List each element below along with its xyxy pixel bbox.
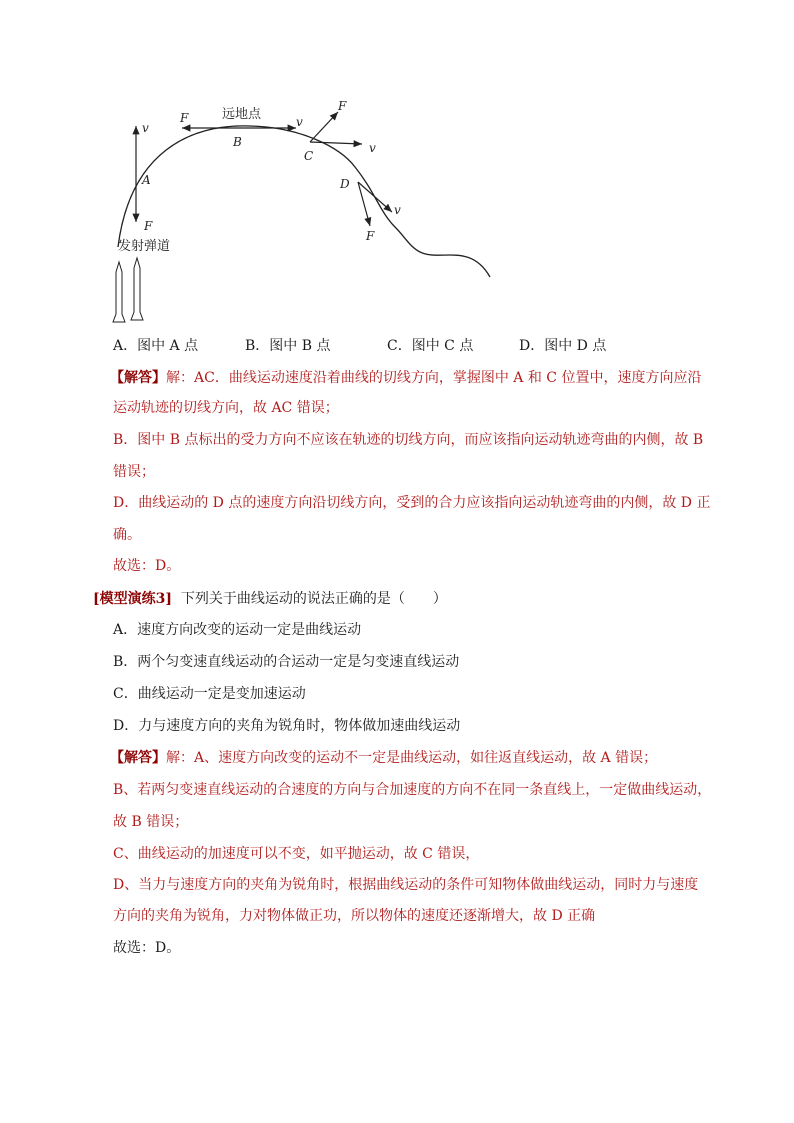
label-point-d: D: [340, 177, 350, 191]
answer2-line-3: 故 B 错误；: [113, 814, 189, 830]
velocity-arrow-c: [310, 142, 362, 144]
apogee-label: 远地点: [222, 107, 262, 122]
label-point-a: A: [142, 173, 151, 187]
answer1-line-3: B．图中 B 点标出的受力方向不应该在轨迹的切线方向，而应该指向运动轨迹弯曲的内侧，故 B: [113, 432, 704, 448]
question2-option-b: B．两个匀变速直线运动的合运动一定是匀变速直线运动: [113, 654, 460, 670]
answer1-line-2: 运动轨迹的切线方向，故 AC 错误；: [113, 400, 339, 416]
question2-option-c: C．曲线运动一定是变加速运动: [113, 686, 306, 702]
answer1-tag: 【解答】: [110, 370, 166, 386]
answer2-line-4: C、曲线运动的加速度可以不变，如平抛运动，故 C 错误，: [113, 846, 480, 862]
option-b: B．图中 B 点: [245, 338, 331, 354]
force-arrow-c: [310, 112, 338, 142]
answer2-line-1: 【解答】解：A、速度方向改变的运动不一定是曲线运动，如往返直线运动，故 A 错误；: [110, 750, 658, 766]
label-point-c: C: [304, 149, 314, 163]
missile-icon: [113, 258, 143, 322]
label-v-b: v: [296, 115, 303, 129]
label-f-b: F: [180, 111, 189, 125]
option-a: A．图中 A 点: [113, 338, 199, 354]
trajectory-svg: [100, 92, 500, 332]
answer1-line-1: 【解答】解：AC．曲线运动速度沿着曲线的切线方向，掌握图中 A 和 C 位置中，速度方向应沿: [110, 370, 702, 386]
answer1-line-6: 确。: [113, 527, 141, 543]
answer2-line-5: D、当力与速度方向的夹角为锐角时，根据曲线运动的条件可知物体做曲线运动，同时力与速度: [113, 877, 699, 893]
label-point-b: B: [233, 135, 242, 149]
label-v-c: v: [369, 141, 376, 155]
answer1-line-4: 错误；: [113, 464, 155, 480]
answer1-line-5: D．曲线运动的 D 点的速度方向沿切线方向，受到的合力应该指向运动轨迹弯曲的内侧，故 D 正: [113, 495, 711, 511]
question2-stem: [模型演练3] 下列关于曲线运动的说法正确的是（ ）: [93, 591, 447, 607]
question2-option-a: A．速度方向改变的运动一定是曲线运动: [113, 622, 362, 638]
force-arrow-d: [358, 182, 370, 226]
label-v-d: v: [394, 203, 401, 217]
label-v-a: v: [142, 121, 149, 135]
label-f-c: F: [338, 99, 347, 113]
option-c: C．图中 C 点: [387, 338, 474, 354]
answer2-line-6: 方向的夹角为锐角，力对物体做正功，所以物体的速度还逐渐增大，故 D 正确: [113, 908, 596, 924]
question2-tag: [模型演练3]: [93, 591, 172, 607]
label-f-d: F: [366, 229, 375, 243]
velocity-arrow-d: [358, 182, 392, 212]
question2-option-d: D．力与速度方向的夹角为锐角时，物体做加速曲线运动: [113, 718, 461, 734]
trajectory-diagram: [100, 92, 500, 332]
answer2-tag: 【解答】: [110, 750, 166, 766]
label-f-a: F: [144, 219, 153, 233]
option-d: D．图中 D 点: [519, 338, 607, 354]
launch-label: 发射弹道: [118, 239, 171, 254]
answer2-line-7: 故选：D。: [113, 940, 181, 956]
answer2-line-2: B、若两匀变速直线运动的合速度的方向与合加速度的方向不在同一条直线上，一定做曲线运动，: [113, 782, 712, 798]
answer1-line-7: 故选：D。: [113, 558, 181, 574]
